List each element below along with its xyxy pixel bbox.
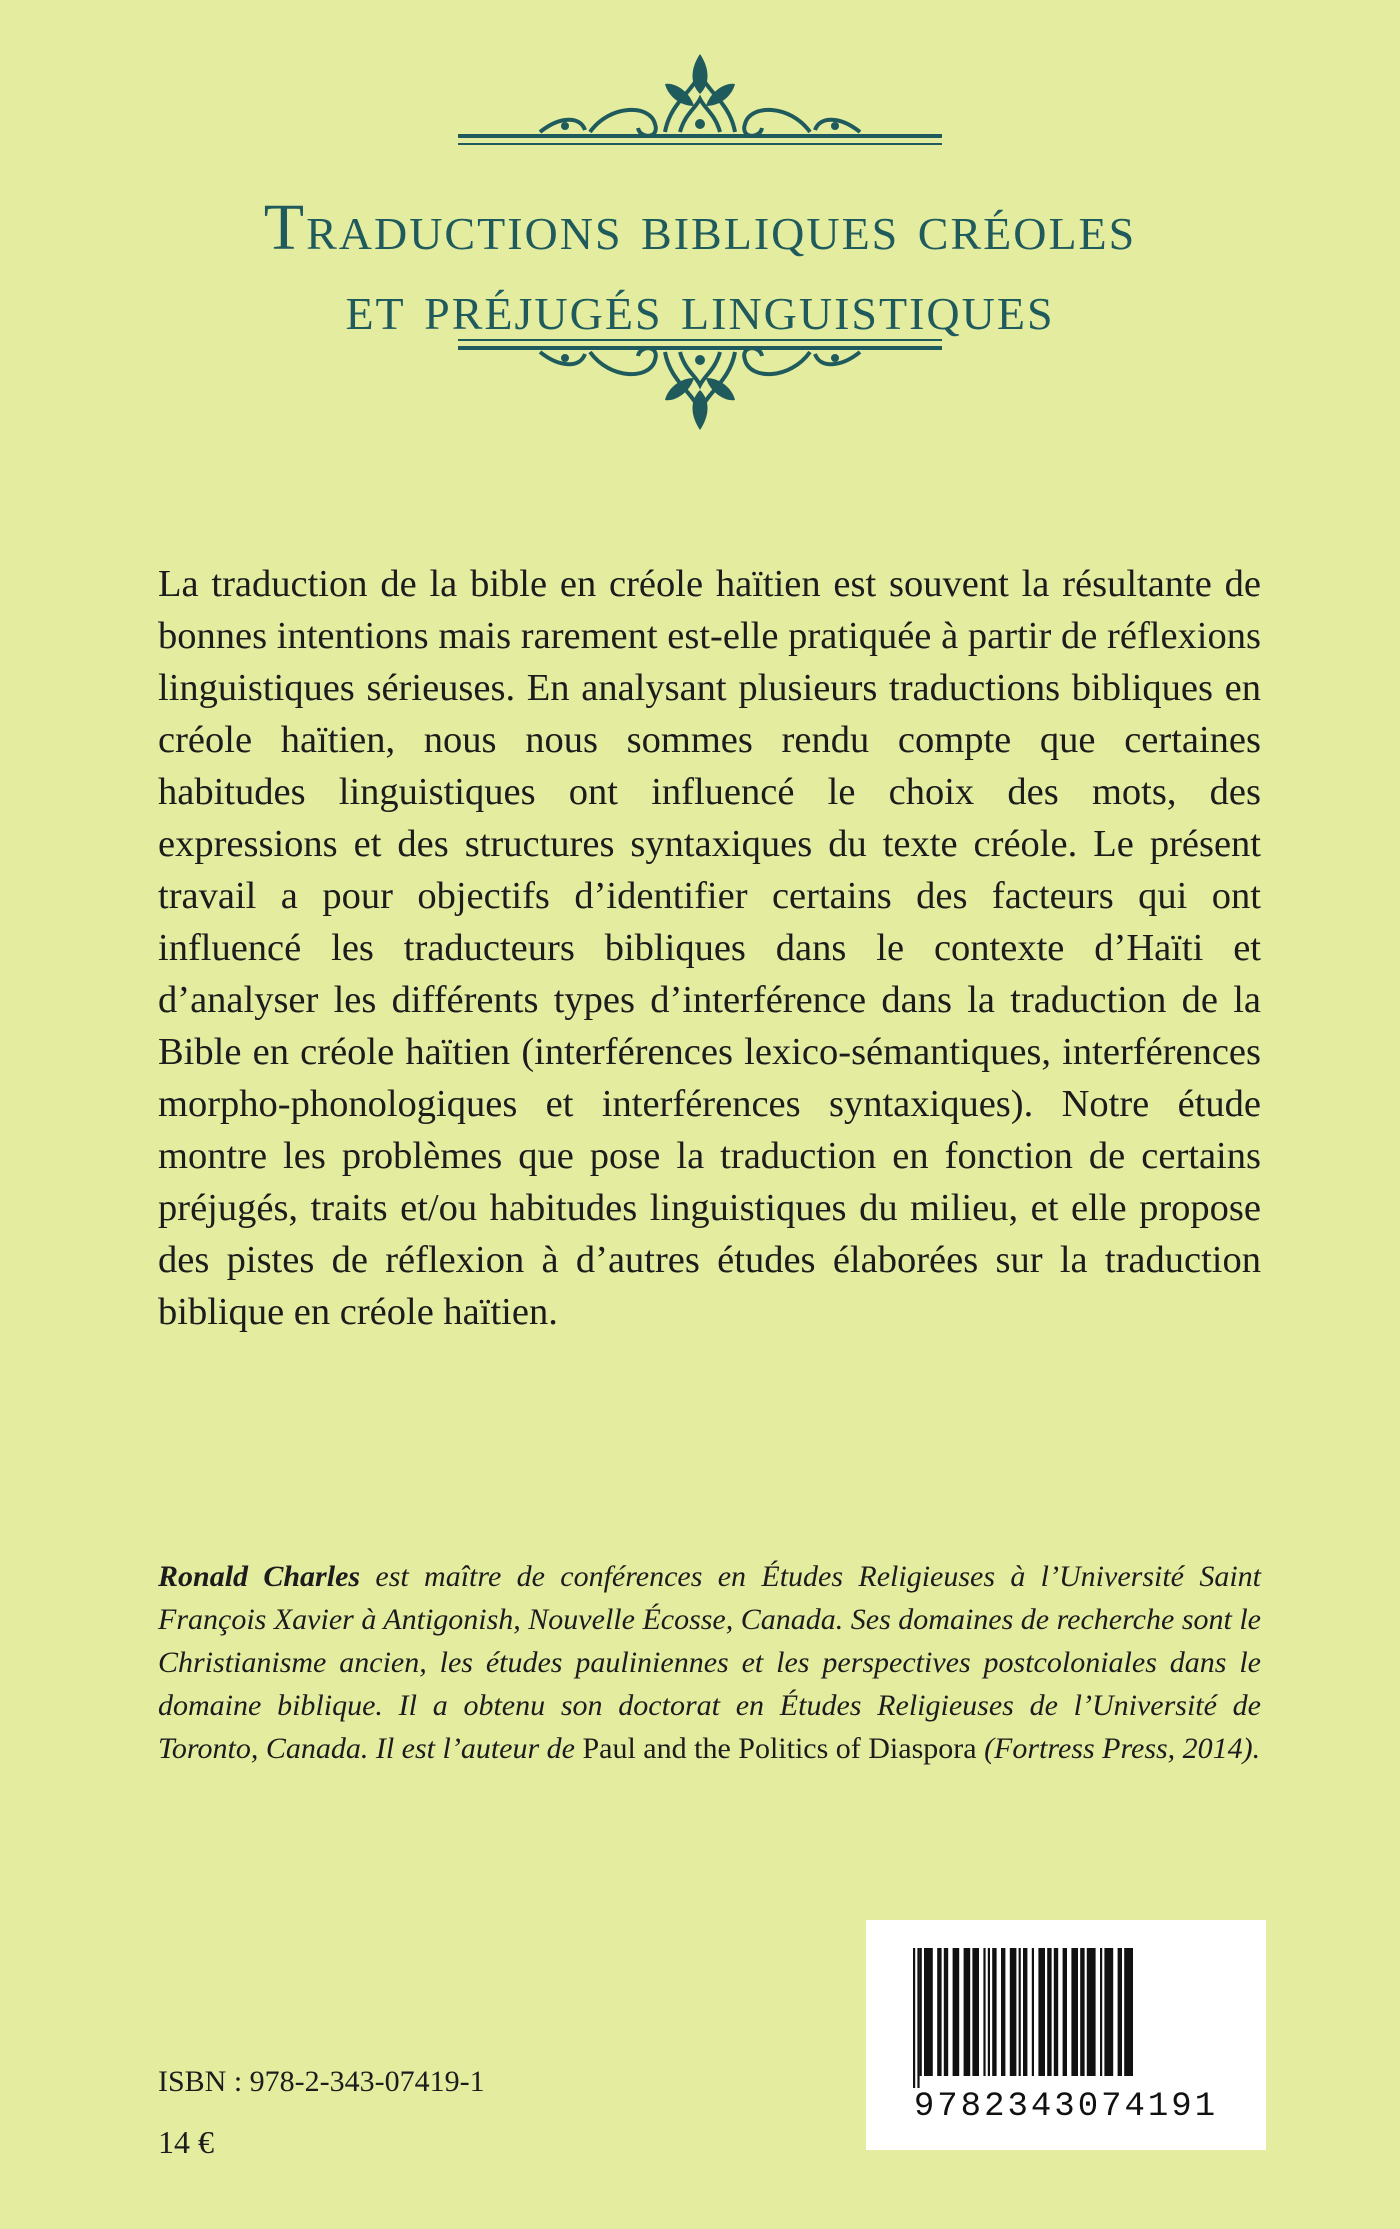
barcode-bar <box>1087 1948 1096 2076</box>
barcode-bar <box>953 1948 960 2076</box>
barcode-bar <box>937 1948 941 2076</box>
book-title <box>100 188 1300 348</box>
author-bio-publisher: (Fortress Press, 2014). <box>976 1732 1261 1765</box>
author-bio <box>158 1555 1261 1770</box>
barcode-bar <box>1054 1948 1058 2076</box>
author-name: Ronald Charles <box>158 1560 361 1593</box>
barcode-number: 9782343074191 <box>913 2088 1219 2126</box>
barcode-bar <box>992 1948 996 2076</box>
barcode-bar <box>920 1948 922 2076</box>
barcode-bar <box>913 1948 915 2088</box>
barcode-bar <box>1100 1948 1102 2076</box>
barcode-bar <box>1001 1948 1005 2076</box>
barcode-bar <box>983 1948 985 2076</box>
barcode-bar <box>924 1948 933 2076</box>
barcode-bars-icon <box>911 1948 1221 2088</box>
book-title-line2: et préjugés linguistiques <box>345 271 1055 344</box>
barcode-bar <box>1032 1948 1034 2076</box>
isbn: ISBN : 978-2-343-07419-1 <box>158 2065 485 2098</box>
barcode-bar <box>1080 1948 1084 2076</box>
barcode-bar <box>944 1948 948 2076</box>
barcode-bar <box>1019 1948 1021 2076</box>
price: 14 € <box>158 2124 214 2160</box>
barcode-bar <box>1023 1948 1027 2076</box>
ornament-bottom-icon <box>450 330 950 440</box>
barcode <box>866 1920 1266 2150</box>
barcode-bar <box>1063 1948 1067 2076</box>
barcode-bar <box>1104 1948 1113 2076</box>
barcode-bar <box>988 1948 990 2076</box>
barcode-bar <box>917 1948 919 2088</box>
barcode-bar <box>1124 1948 1133 2076</box>
barcode-bar <box>1047 1948 1051 2076</box>
barcode-bar <box>964 1948 971 2076</box>
barcode-bar <box>1071 1948 1078 2076</box>
author-book-title: Paul and the Politics of Diaspora <box>582 1732 977 1765</box>
barcode-bar <box>1010 1948 1017 2076</box>
barcode-bar <box>1038 1948 1045 2076</box>
barcode-bar <box>972 1948 979 2076</box>
ornament-top-icon <box>450 44 950 154</box>
author-bio-text: est maître de conférences en Études Religieuses à l’Université Saint François Xavier à Antigonish, Nouvelle Écosse, Canada. Ses domaines de recherche sont le Christianisme ancien, les études pauliniennes et les perspectives postcoloniales dans le domaine biblique. Il a obtenu son doctorat en Études Religieuses de l’Université de Toronto, Canada. Il est l’auteur de <box>158 1560 1261 1765</box>
book-summary: La traduction de la bible en créole haïtien est souvent la résultante de bonnes intentions mais rarement est-elle pratiquée à partir de réflexions linguistiques sérieuses. En analysant plusieurs traductions bibliques en créole haïtien, nous nous sommes rendu compte que certaines habitudes linguistiques ont influencé le choix des mots, des expressions et des structures syntaxiques du texte créole. Le présent travail a pour objectifs d’identifier certains des facteurs qui ont influencé les traducteurs bibliques dans le contexte d’Haïti et d’analyser les différents types d’interférence dans la traduction de la Bible en créole haïtien (interférences lexico-sémantiques, interférences morpho-phonologiques et interférences syntaxiques). Notre étude montre les problèmes que pose la traduction en fonction de certains préjugés, traits et/ou habitudes linguistiques du milieu, et elle propose des pistes de réflexion à d’autres études élaborées sur la traduction biblique en créole haïtien. <box>158 563 1261 1333</box>
book-title-line1: Traductions bibliques créoles <box>263 191 1137 264</box>
barcode-bar <box>1118 1948 1122 2076</box>
